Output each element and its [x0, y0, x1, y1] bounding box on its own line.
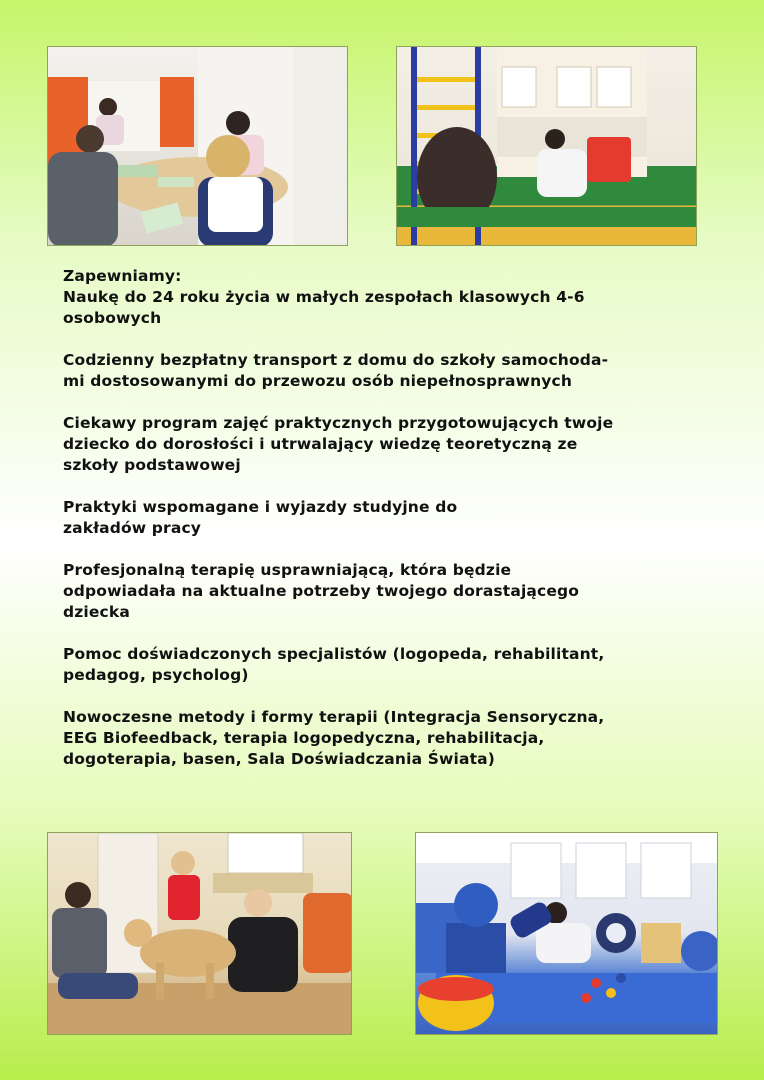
text-line: dziecko do dorosłości i utrwalający wiedzę teoretyczną ze	[63, 435, 578, 453]
text-line: Profesjonalną terapię usprawniającą, która będzie	[63, 561, 512, 579]
sensory-room-photo	[396, 46, 697, 246]
benefit-paragraph-internships	[63, 497, 723, 539]
benefit-paragraph-methods	[63, 707, 723, 770]
rehabilitation-room-photo-illustration	[416, 833, 718, 1035]
text-line: dogoterapia, basen, Sala Doświadczania Świata)	[63, 750, 495, 768]
text-line: mi dostosowanymi do przewozu osób niepełnosprawnych	[63, 372, 573, 390]
benefit-paragraph-specialists	[63, 644, 723, 686]
classroom-photo	[47, 46, 348, 246]
rehabilitation-room-photo	[415, 832, 718, 1035]
text-line: Ciekawy program zajęć praktycznych przygotowujących twoje	[63, 414, 614, 432]
text-line: pedagog, psycholog)	[63, 666, 249, 684]
text-line: dziecka	[63, 603, 130, 621]
text-line: Praktyki wspomagane i wyjazdy studyjne do	[63, 498, 458, 516]
text-line: EEG Biofeedback, terapia logopedyczna, rehabilitacja,	[63, 729, 545, 747]
classroom-photo-illustration	[48, 47, 348, 246]
text-line: zakładów pracy	[63, 519, 202, 537]
text-line: Naukę do 24 roku życia w małych zespołach klasowych 4-6	[63, 288, 585, 306]
benefit-paragraph-program	[63, 413, 723, 476]
text-line: osobowych	[63, 309, 162, 327]
text-line: Nowoczesne metody i formy terapii (Integracja Sensoryczna,	[63, 708, 605, 726]
text-line: odpowiadała na aktualne potrzeby twojego dorastającego	[63, 582, 580, 600]
text-line: szkoły podstawowej	[63, 456, 241, 474]
benefits-heading: Zapewniamy:	[63, 267, 182, 285]
dog-therapy-photo	[47, 832, 352, 1035]
benefits-text	[63, 266, 723, 791]
text-line: Codzienny bezpłatny transport z domu do szkoły samochoda-	[63, 351, 609, 369]
benefit-paragraph-therapy	[63, 560, 723, 623]
sensory-room-photo-illustration	[397, 47, 697, 246]
text-line: Pomoc doświadczonych specjalistów (logopeda, rehabilitant,	[63, 645, 605, 663]
benefit-paragraph-education	[63, 287, 723, 329]
benefit-paragraph-transport	[63, 350, 723, 392]
dog-therapy-photo-illustration	[48, 833, 352, 1035]
